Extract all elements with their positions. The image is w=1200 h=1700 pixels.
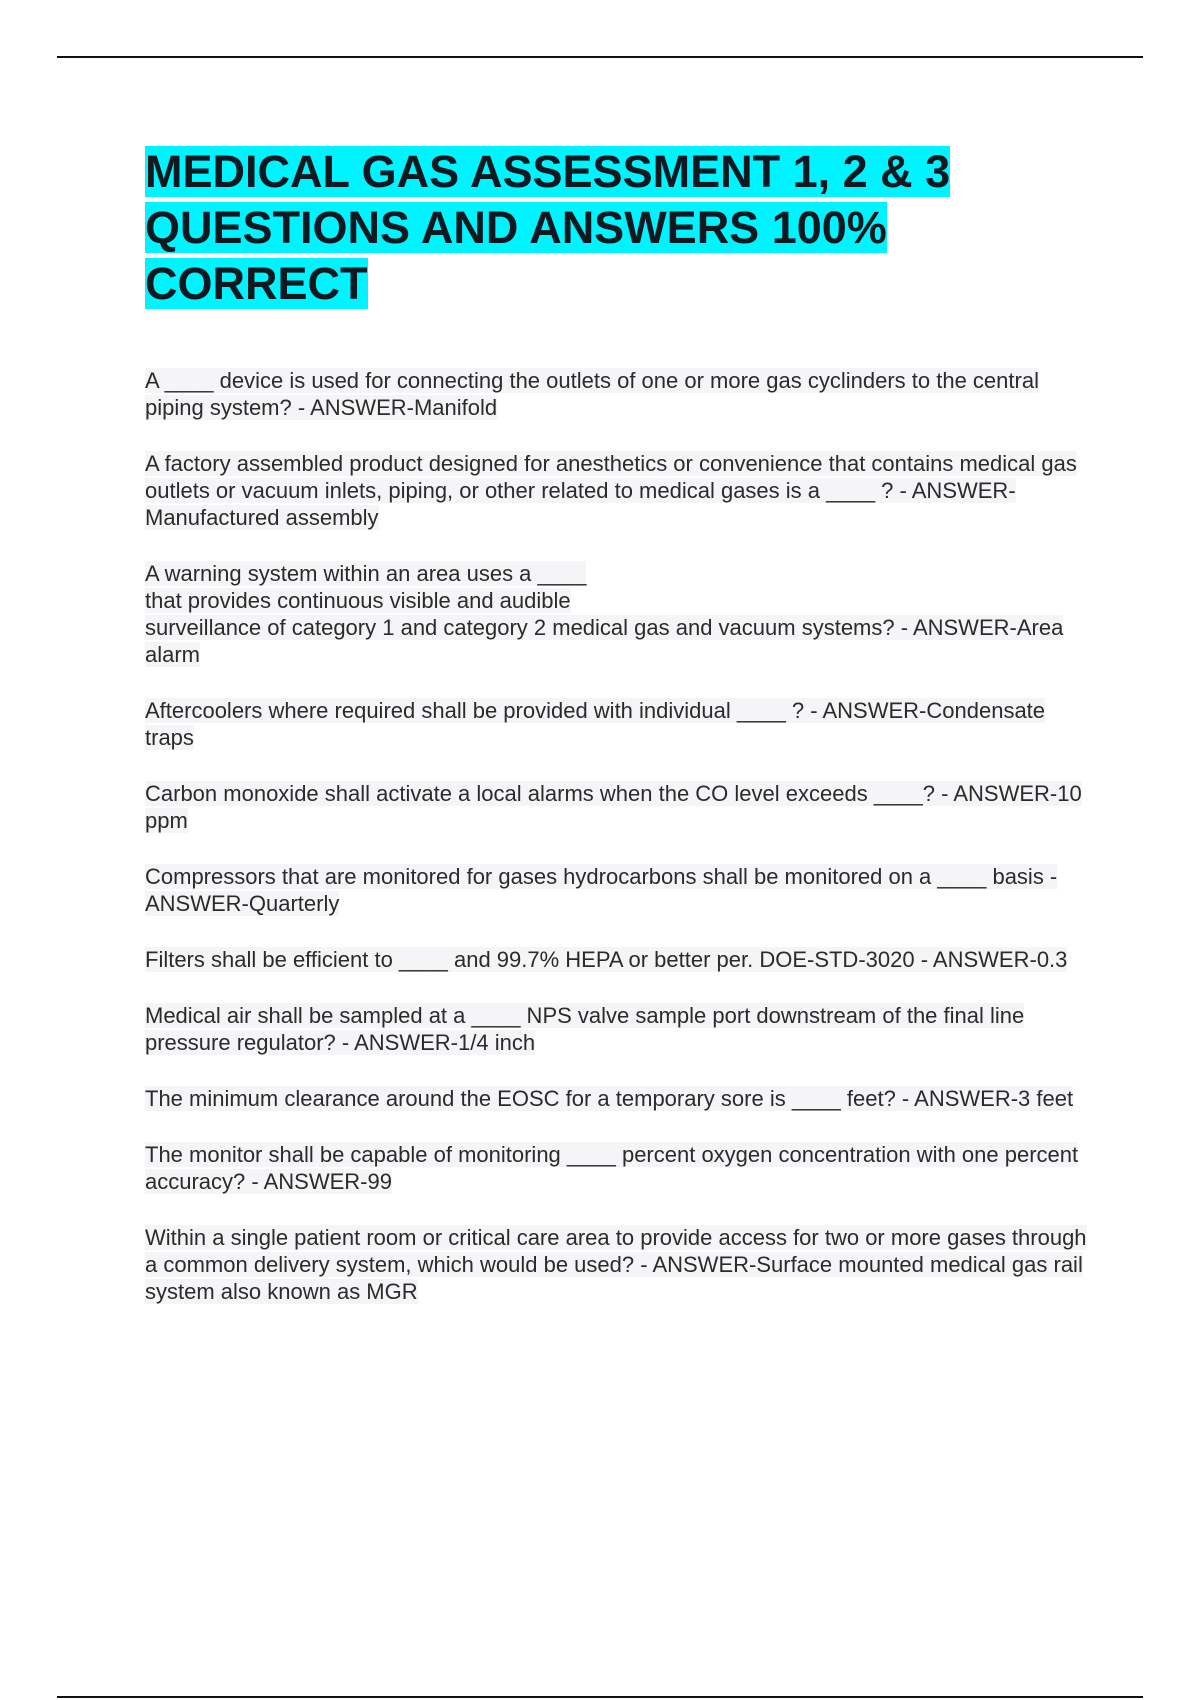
- qa-item-11: [145, 1224, 1095, 1305]
- qa-item-8: [145, 1002, 1095, 1056]
- qa-item-3: [145, 560, 1095, 668]
- qa-text: A warning system within an area uses a ____ that provides continuous visible and audible surveillance of category 1 and category 2 medical gas and vacuum systems? - ANSWER-Area alarm: [145, 561, 1064, 667]
- qa-text: Within a single patient room or critical care area to provide access for two or more gases through a common delivery system, which would be used? - ANSWER-Surface mounted medical gas rail system also known as MGR: [145, 1225, 1087, 1304]
- qa-text: Aftercoolers where required shall be provided with individual ____ ? - ANSWER-Condensate traps: [145, 698, 1046, 750]
- qa-text: The minimum clearance around the EOSC for a temporary sore is ____ feet? - ANSWER-3 feet: [145, 1086, 1074, 1111]
- qa-item-2: [145, 450, 1095, 531]
- qa-list: [145, 367, 1095, 1334]
- qa-item-9: [145, 1085, 1095, 1112]
- qa-text: Carbon monoxide shall activate a local alarms when the CO level exceeds ____? - ANSWER-10 ppm: [145, 781, 1082, 833]
- title-highlight: MEDICAL GAS ASSESSMENT 1, 2 & 3 QUESTIONS AND ANSWERS 100% CORRECT: [145, 146, 951, 309]
- qa-item-4: [145, 697, 1095, 751]
- qa-text: The monitor shall be capable of monitoring ____ percent oxygen concentration with one percent accuracy? - ANSWER-99: [145, 1142, 1079, 1194]
- qa-item-1: [145, 367, 1095, 421]
- document-title: [145, 144, 1085, 312]
- qa-text: A ____ device is used for connecting the outlets of one or more gas cyclinders to the central piping system? - ANSWER-Manifold: [145, 368, 1039, 420]
- qa-text: A factory assembled product designed for anesthetics or convenience that contains medical gas outlets or vacuum inlets, piping, or other related to medical gases is a ____ ? - ANSWER-Manufactured assembly: [145, 451, 1077, 530]
- qa-text: Filters shall be efficient to ____ and 99.7% HEPA or better per. DOE-STD-3020 - ANSWER-0.3: [145, 947, 1068, 972]
- qa-text: Compressors that are monitored for gases hydrocarbons shall be monitored on a ____ basis - ANSWER-Quarterly: [145, 864, 1058, 916]
- qa-item-6: [145, 863, 1095, 917]
- qa-item-10: [145, 1141, 1095, 1195]
- qa-text: Medical air shall be sampled at a ____ NPS valve sample port downstream of the final line pressure regulator? - ANSWER-1/4 inch: [145, 1003, 1025, 1055]
- qa-item-5: [145, 780, 1095, 834]
- qa-item-7: [145, 946, 1095, 973]
- top-rule: [57, 56, 1143, 58]
- bottom-rule: [57, 1696, 1143, 1698]
